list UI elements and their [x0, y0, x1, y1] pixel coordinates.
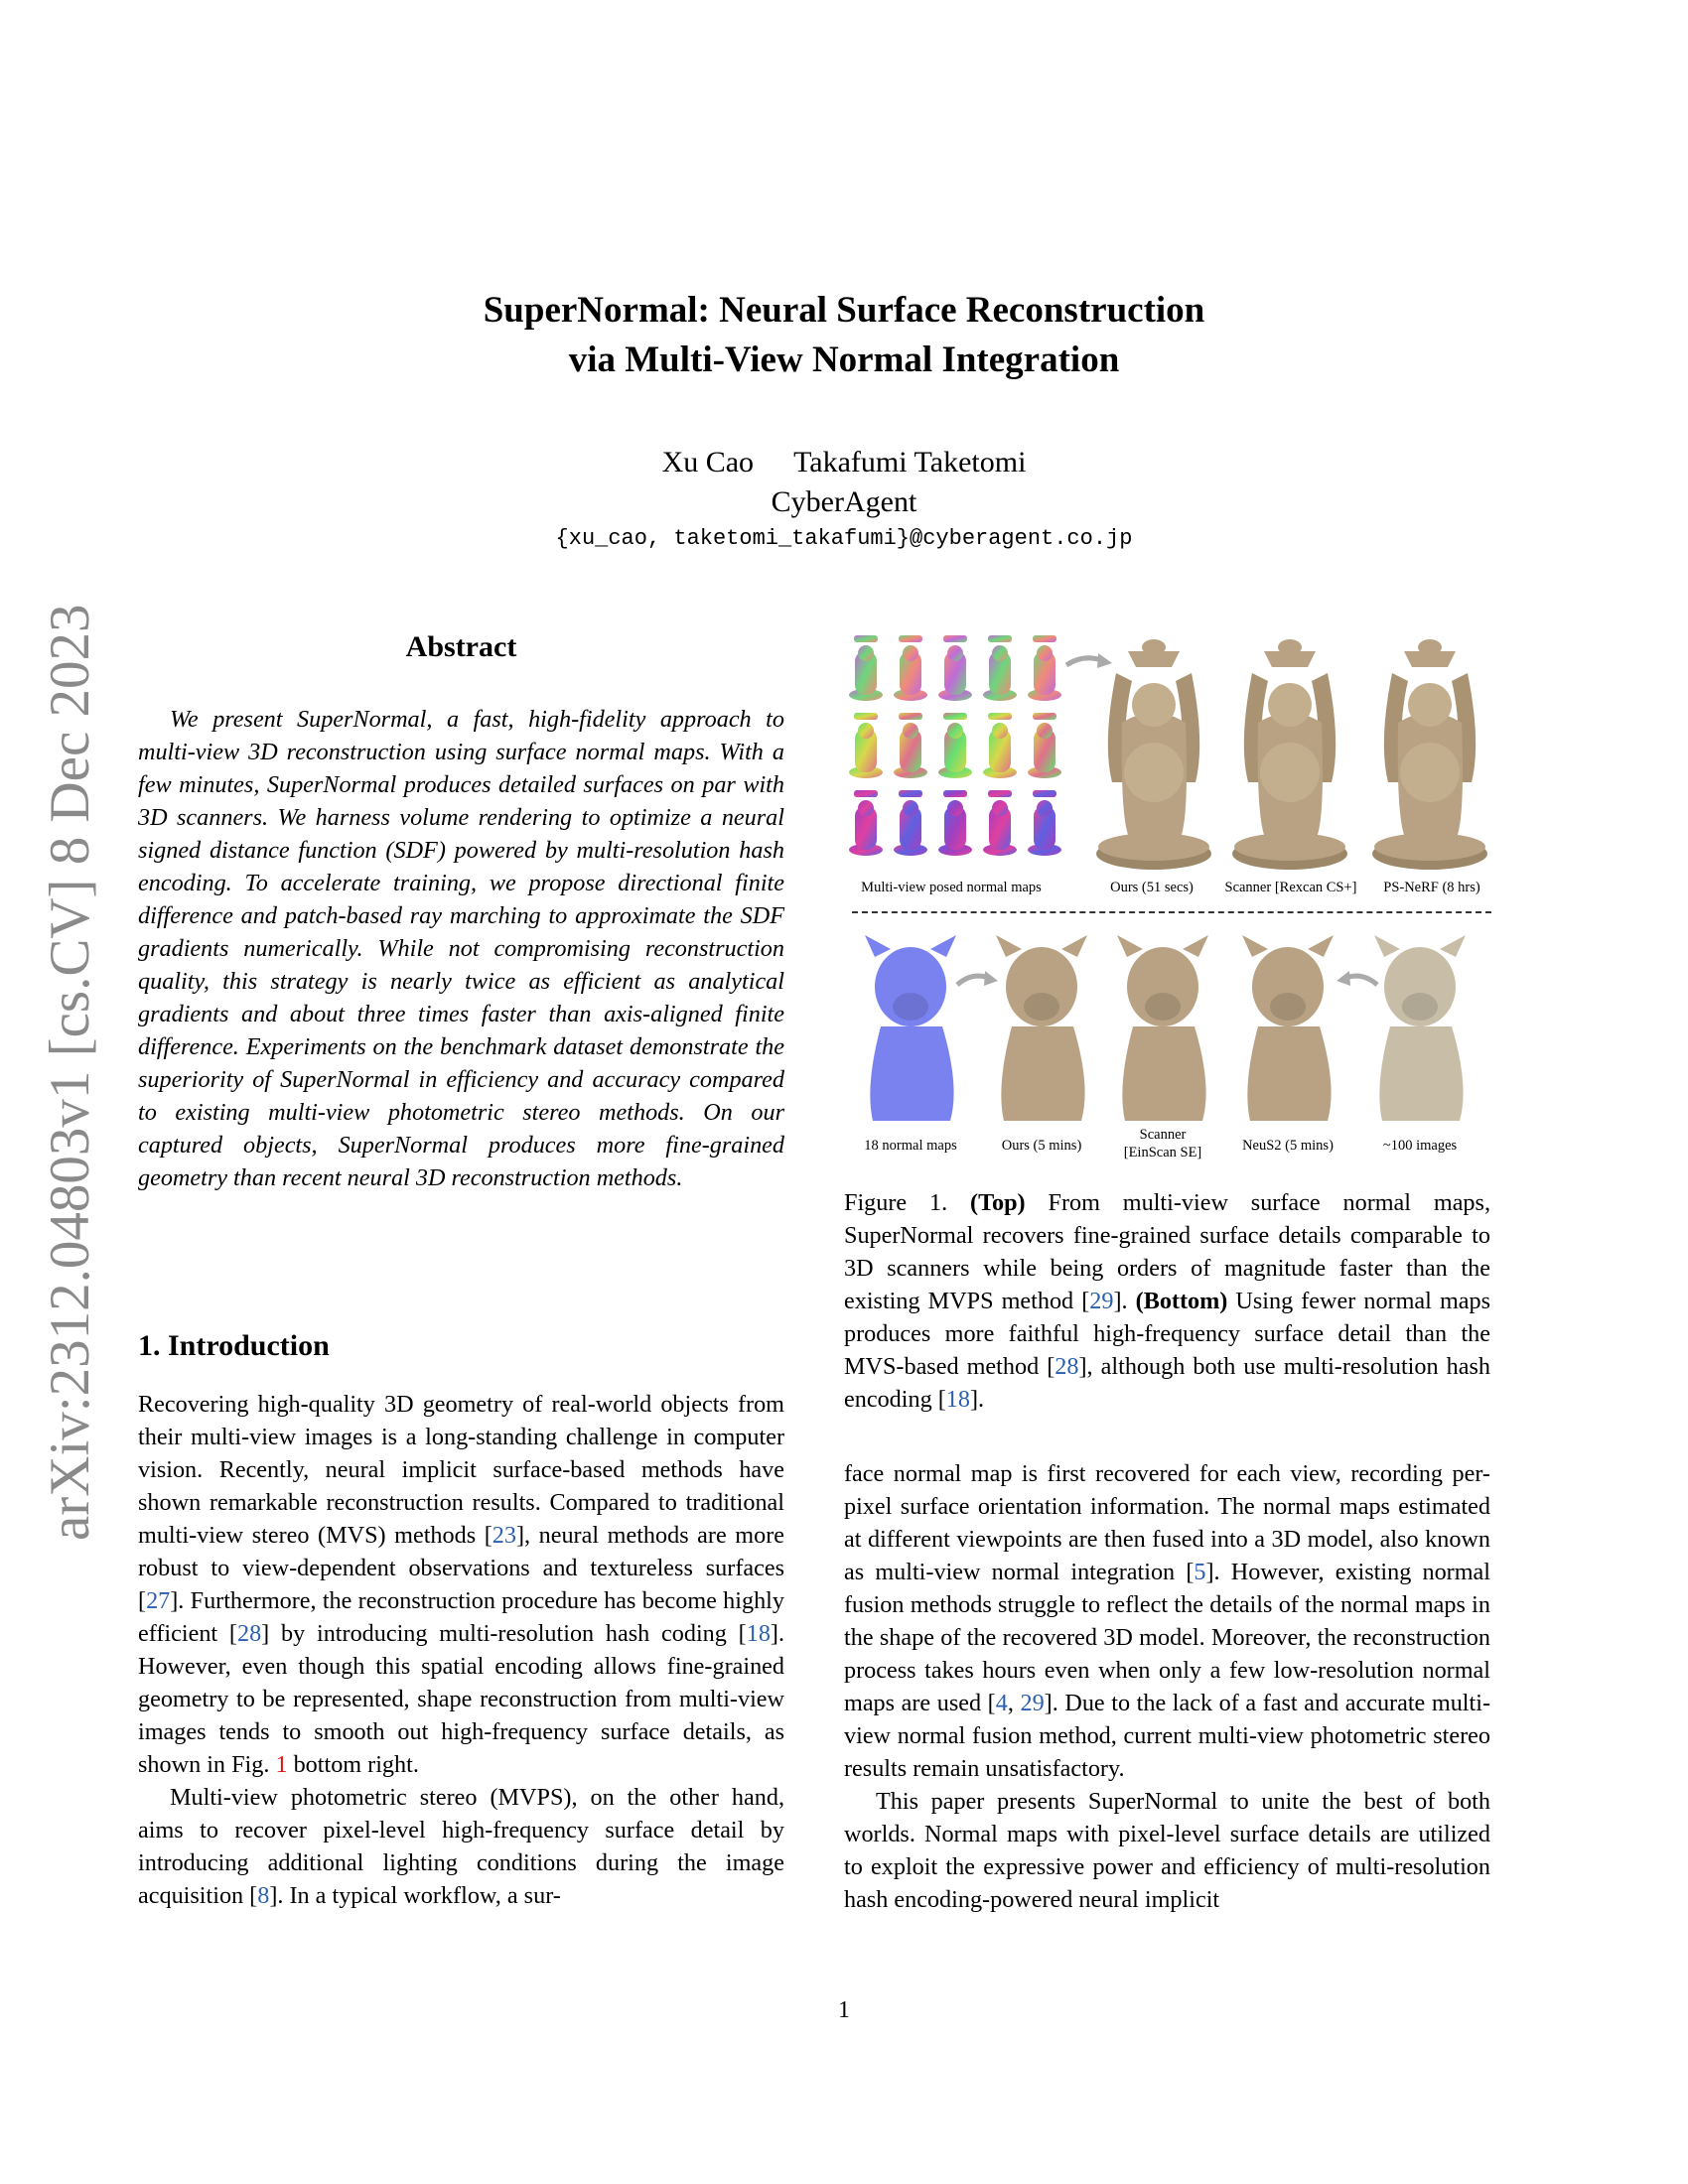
- text-run: ], neural methods are more robust to view-dependent observations and textureless surfaces [: [138, 1522, 784, 1614]
- title-line-2: via Multi-View Normal Integration: [568, 340, 1120, 380]
- dog-render-neus2: [1228, 927, 1347, 1131]
- figure-label: Scanner [Rexcan CS+]: [1224, 880, 1357, 895]
- buddha-statue-render: [1092, 633, 1215, 872]
- arxiv-side-stamp: arXiv:2312.04803v1 [cs.CV] 8 Dec 2023: [39, 604, 101, 1541]
- figure-ref-link[interactable]: 1: [275, 1751, 288, 1778]
- text-run: ].: [1113, 1288, 1136, 1314]
- normal-map-thumbnail: [891, 788, 930, 854]
- text-run: ]. In a typical workflow, a sur-: [269, 1882, 561, 1909]
- citation-link[interactable]: 29: [1020, 1690, 1045, 1716]
- paper-title: [0, 286, 1688, 385]
- right-column-text: [844, 1457, 1490, 1916]
- normal-map-thumbnail: [980, 711, 1020, 776]
- figure-divider: [852, 911, 1491, 913]
- citation-link[interactable]: 27: [146, 1587, 171, 1614]
- normal-map-thumbnail: [980, 633, 1020, 699]
- text-run: Multi-view photometric stereo (MVPS), on the other hand, aims to recover pixel-level high-frequency surface detail by introducing additional lighting conditions during the image acquisition [: [138, 1784, 784, 1909]
- figure-label: PS-NeRF (8 hrs): [1383, 880, 1480, 895]
- page-number: 1: [838, 1997, 850, 2023]
- citation-link[interactable]: 28: [236, 1620, 262, 1647]
- normal-map-thumbnail: [1025, 788, 1064, 854]
- normal-map-thumbnail: [846, 711, 886, 776]
- figure-label: NeuS2 (5 mins): [1242, 1138, 1334, 1154]
- normal-map-thumbnail: [846, 633, 886, 699]
- figure-label: ~100 images: [1382, 1138, 1458, 1154]
- abstract-text: [138, 703, 784, 1194]
- figure-1: [844, 631, 1491, 1167]
- paragraph: [138, 1781, 784, 1912]
- abstract-paragraph: We present SuperNormal, a fast, high-fidelity approach to multi-view 3D reconstruction using surface normal maps. With a few minutes, SuperNormal produces detailed surfaces on par with 3D scanners. We harness volume rendering to optimize a neural signed distance function (SDF) powered by multi-resolution hash encoding. To accelerate training, we propose directional finite difference and patch-based ray marching to approximate the SDF gradients numerically. While not compromising reconstruction quality, this strategy is nearly twice as efficient as analytical gradients and about three times faster than axis-aligned finite difference. Experiments on the benchmark dataset demonstrate the superiority of SuperNormal in efficiency and accuracy compared to existing multi-view photometric stereo methods. On our captured objects, SuperNormal produces more fine-grained geometry than recent neural 3D reconstruction methods.: [138, 706, 784, 1191]
- citation-link[interactable]: 18: [746, 1620, 771, 1647]
- citation-link[interactable]: 4: [995, 1690, 1008, 1716]
- text-run: ], although both use multi-resolution hash encoding [: [844, 1353, 1490, 1413]
- introduction-text: [138, 1388, 784, 1912]
- text-run: ] by introducing multi-resolution hash coding [: [261, 1620, 747, 1647]
- affiliation: CyberAgent: [771, 485, 917, 518]
- text-run: ]. However, even though this spatial encoding allows fine-grained geometry to be represented, shape reconstruction from multi-view images tends to smooth out high-frequency surface details, as shown in Fig.: [138, 1620, 785, 1778]
- text-run: Figure 1.: [844, 1189, 971, 1216]
- citation-link[interactable]: 28: [1055, 1353, 1079, 1380]
- normal-map-thumbnail: [1025, 633, 1064, 699]
- buddha-statue-render: [1368, 633, 1491, 872]
- citation-link[interactable]: 5: [1194, 1559, 1206, 1585]
- text-run: ,: [1007, 1690, 1021, 1716]
- paragraph: [138, 1388, 784, 1781]
- text-run: Using fewer normal maps produces more faithful high-frequency surface detail than the MVS-based method [: [844, 1288, 1490, 1380]
- normal-map-thumbnail: [1025, 711, 1064, 776]
- normal-map-thumbnail: [891, 633, 930, 699]
- citation-link[interactable]: 8: [257, 1882, 270, 1909]
- normal-map-thumbnail: [935, 711, 975, 776]
- author-name: Takafumi Taketomi: [793, 446, 1027, 478]
- text-run: Recovering high-quality 3D geometry of real-world objects from their multi-view images is a long-standing challenge in computer vision. Recently, neural implicit surface-based methods have shown remarkable reconstruction results. Compared to traditional multi-view stereo (MVS) methods [: [138, 1391, 784, 1549]
- figure-label: [EinScan SE]: [1123, 1145, 1202, 1160]
- abstract-heading: Abstract: [405, 630, 517, 663]
- normal-map-thumbnail: [980, 788, 1020, 854]
- citation-link[interactable]: 29: [1089, 1288, 1114, 1314]
- text-run: This paper presents SuperNormal to unite the best of both worlds. Normal maps with pixel-level surface details are utilized to exploit the expressive power and efficiency of multi-resolution hash encoding-powered neural implicit: [844, 1788, 1490, 1913]
- text-run: bottom right.: [287, 1751, 419, 1778]
- figure-label: Ours (5 mins): [1001, 1138, 1082, 1154]
- figure-label: 18 normal maps: [864, 1138, 957, 1154]
- arrow-icon: [1336, 969, 1379, 991]
- introduction-heading: 1. Introduction: [138, 1329, 330, 1362]
- text-run: ]. However, existing normal fusion methods struggle to reflect the details of the normal maps in the shape of the recovered 3D model. Moreover, the reconstruction process takes hours even when only a few low-resolution normal maps are used [: [844, 1559, 1490, 1716]
- title-line-1: SuperNormal: Neural Surface Reconstruction: [483, 290, 1205, 331]
- figure-label: Scanner: [1139, 1127, 1187, 1143]
- dog-photo: [1360, 927, 1479, 1131]
- normal-map-thumbnail: [935, 788, 975, 854]
- text-run: ]. Furthermore, the reconstruction procedure has become highly efficient [: [138, 1587, 784, 1647]
- dog-render-ours: [982, 927, 1101, 1131]
- buddha-statue-render: [1228, 633, 1351, 872]
- figure-label: Multi-view posed normal maps: [861, 880, 1042, 895]
- paragraph: [844, 1457, 1490, 1785]
- author-email: {xu_cao, taketomi_takafumi}@cyberagent.co.jp: [555, 526, 1133, 551]
- dog-render-scanner: [1103, 927, 1222, 1131]
- bold-run: (Bottom): [1135, 1288, 1228, 1314]
- normal-map-thumbnail: [891, 711, 930, 776]
- text-run: From multi-view surface normal maps, SuperNormal recovers fine-grained surface details comparable to 3D scanners while being orders of magnitude faster than the existing MVPS method [: [844, 1189, 1490, 1314]
- citation-link[interactable]: 23: [492, 1522, 516, 1549]
- paragraph: [844, 1785, 1490, 1916]
- citation-link[interactable]: 18: [945, 1386, 970, 1413]
- text-run: face normal map is first recovered for each view, recording per-pixel surface orientation information. The normal maps estimated at different viewpoints are then fused into a 3D model, also known as multi-view normal integration [: [844, 1460, 1490, 1585]
- bold-run: (Top): [970, 1189, 1026, 1216]
- authors-block: [0, 443, 1688, 522]
- paragraph: [844, 1186, 1490, 1416]
- figure-caption: [844, 1186, 1490, 1416]
- text-run: ]. Due to the lack of a fast and accurate multi-view normal fusion method, current multi-view photometric stereo results remain unsatisfactory.: [844, 1690, 1490, 1782]
- arrow-icon: [955, 969, 999, 991]
- normal-map-thumbnail: [846, 788, 886, 854]
- author-name: Xu Cao: [661, 446, 755, 478]
- text-run: ].: [969, 1386, 985, 1413]
- figure-label: Ours (51 secs): [1110, 880, 1194, 895]
- normal-map-dog: [851, 927, 970, 1131]
- normal-map-thumbnail: [935, 633, 975, 699]
